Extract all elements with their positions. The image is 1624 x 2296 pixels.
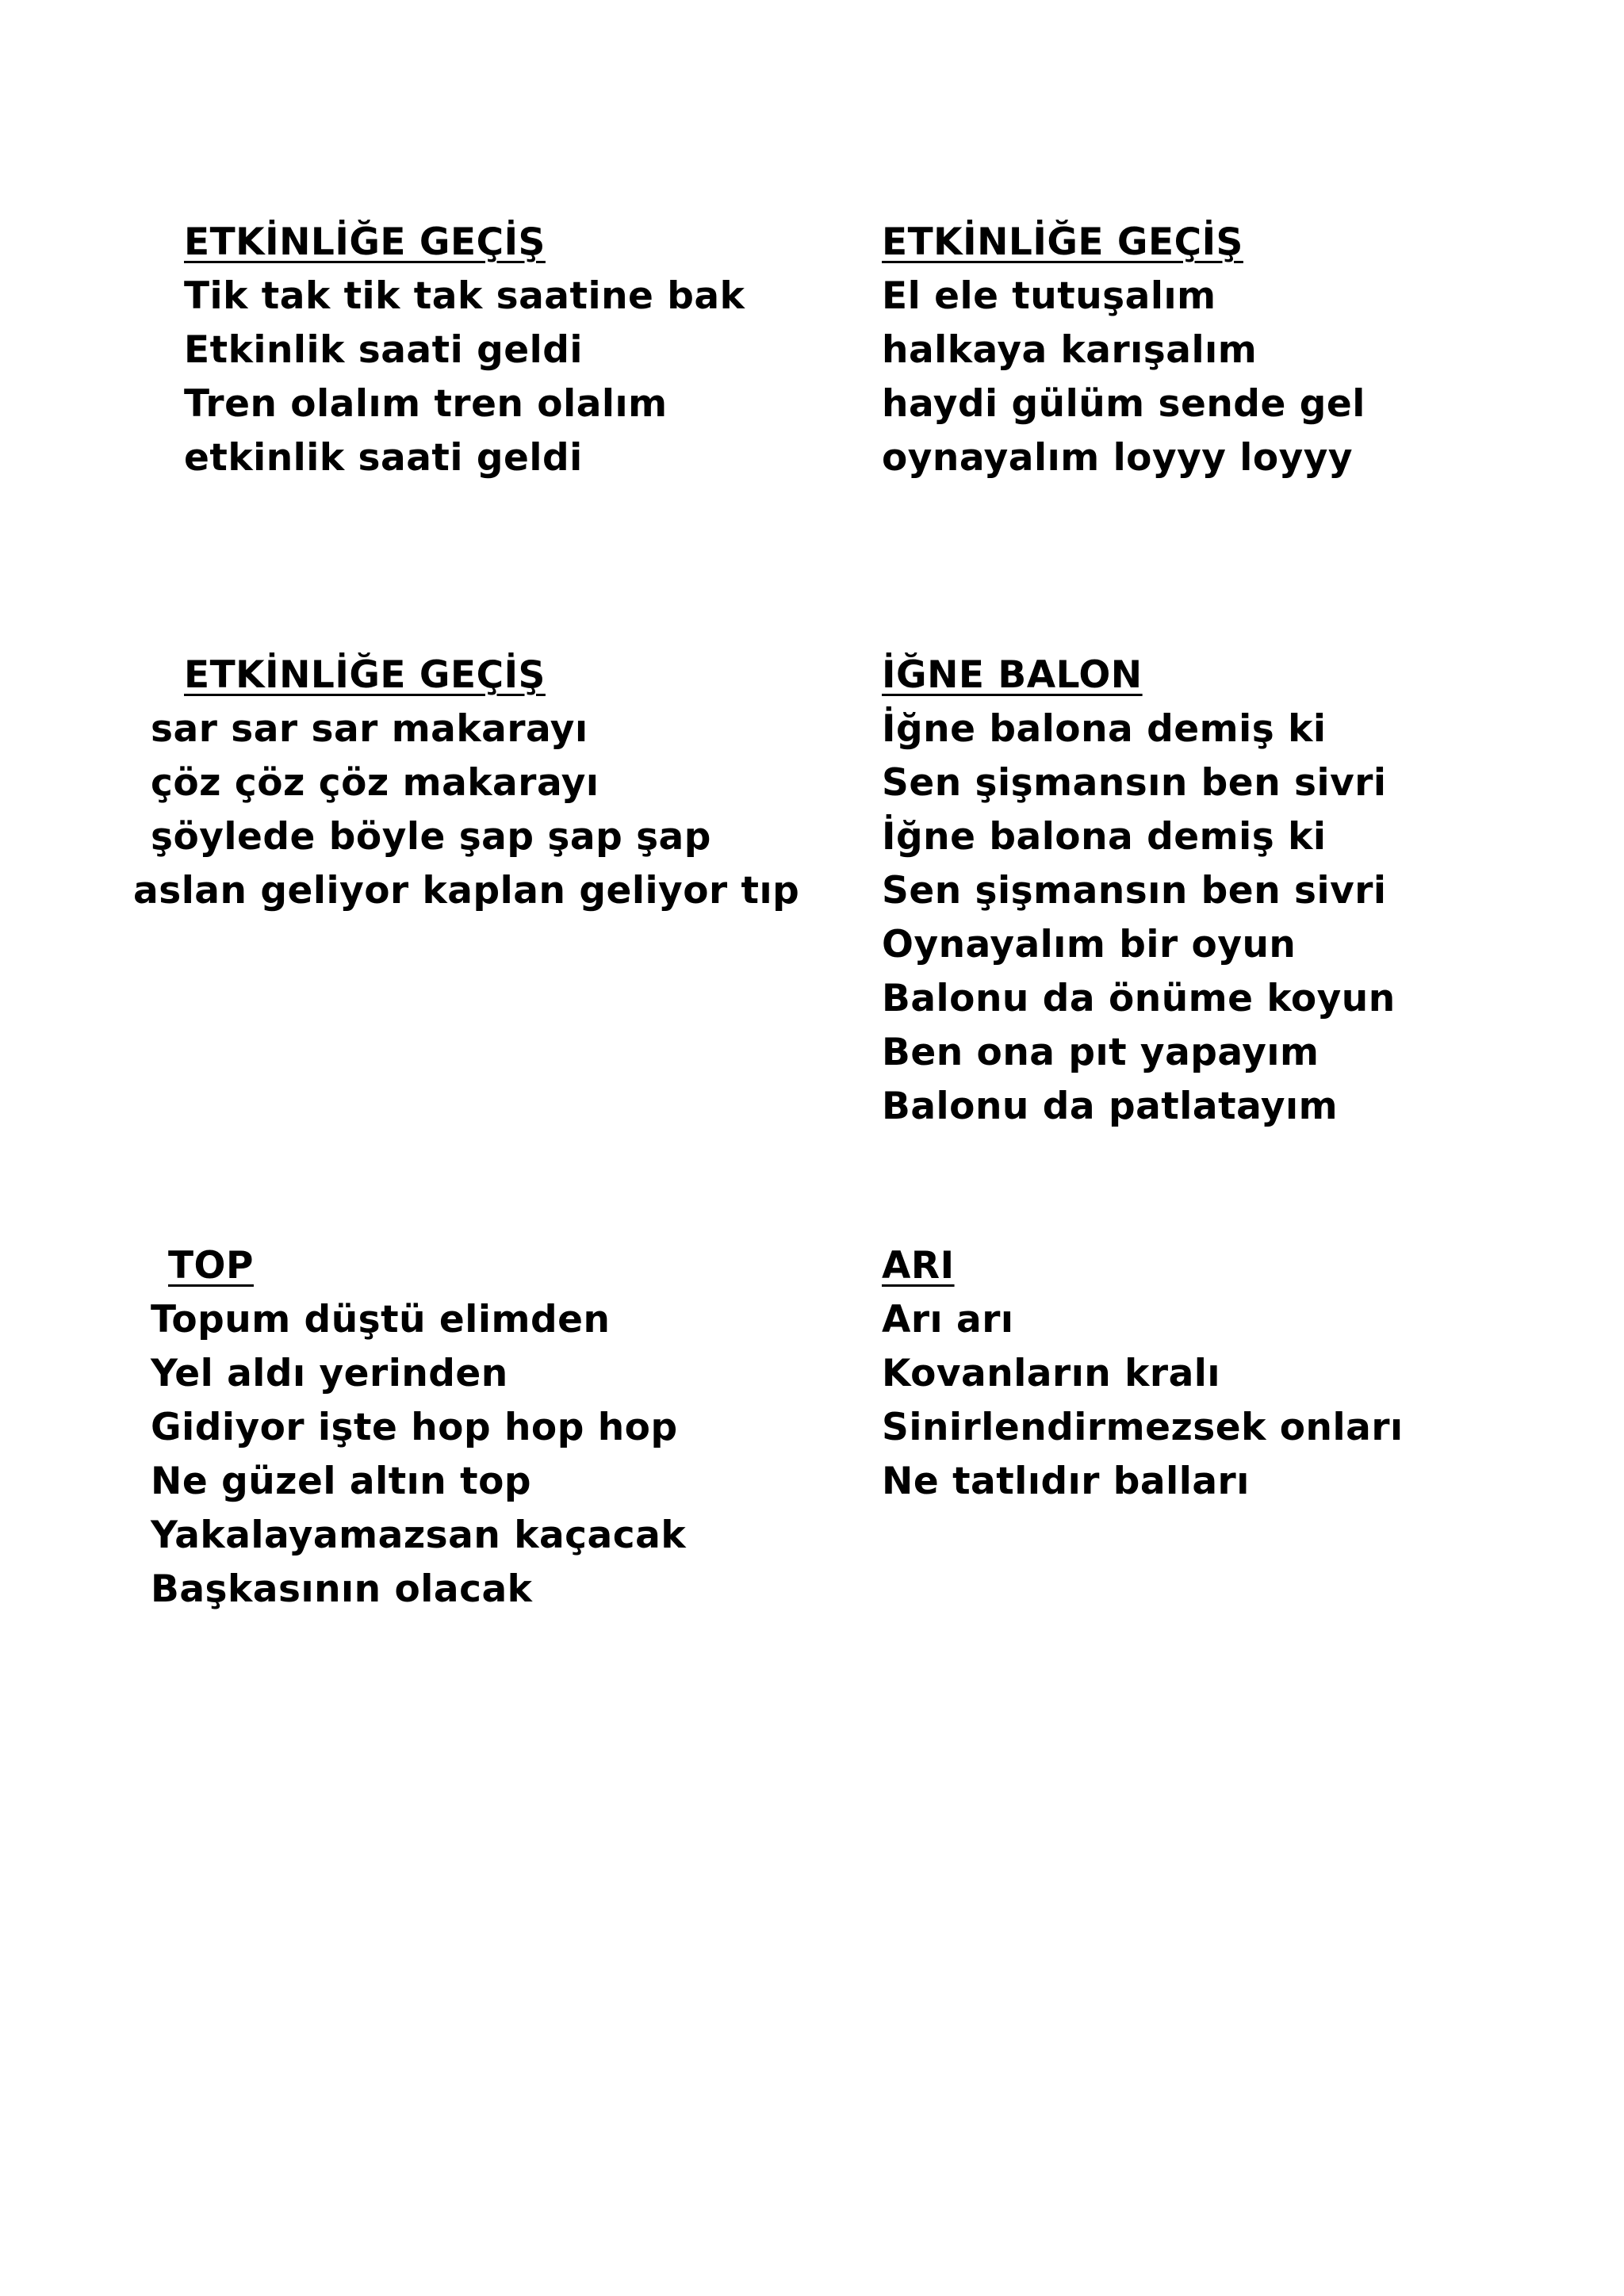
poem-line: Ne tatlıdır balları [882,1460,1250,1503]
poem-line: Oynayalım bir oyun [882,923,1297,966]
poem-line: Yakalayamazsan kaçacak [151,1513,687,1557]
poem-line: oynayalım loyyy loyyy [882,436,1354,480]
poem-line: haydi gülüm sende gel [882,382,1365,426]
poem-line: Ne güzel altın top [151,1460,532,1503]
poem-line: İğne balona demiş ki [882,707,1327,751]
poem-etkinlige-gecis-2 [882,216,1365,485]
poem-title: İĞNE BALON [882,653,1143,697]
poem-top [0,1239,793,1617]
poem-line: Sen şişmansın ben sivri [882,869,1387,913]
poem-line: Etkinlik saati geldi [184,328,583,372]
poem-title: TOP [168,1244,254,1288]
poem-title: ETKİNLİĞE GEÇİŞ [184,220,546,264]
poem-line: Balonu da patlatayım [882,1085,1339,1128]
poem-line: sar sar sar makarayı [151,707,588,751]
poem-ari [882,1239,1404,1509]
poem-line: şöylede böyle şap şap şap [151,815,711,859]
poem-igne-balon [882,649,1396,1134]
poem-line: Tren olalım tren olalım [184,382,668,426]
poem-line: Ben ona pıt yapayım [882,1031,1320,1074]
poem-line: Balonu da önüme koyun [882,977,1396,1020]
poem-etkinlige-gecis-1 [184,216,745,485]
poem-line: Başkasının olacak [151,1567,533,1611]
poem-title: ARI [882,1244,955,1288]
poem-line: İğne balona demiş ki [882,815,1327,859]
poem-line: El ele tutuşalım [882,274,1216,318]
poem-title: ETKİNLİĞE GEÇİŞ [184,653,546,697]
poem-line: Gidiyor işte hop hop hop [151,1406,678,1449]
poem-line: etkinlik saati geldi [184,436,583,480]
poem-etkinlige-gecis-3 [0,649,800,918]
poem-line: Arı arı [882,1298,1014,1341]
poem-line: Tik tak tik tak saatine bak [184,274,745,318]
poem-line: Kovanların kralı [882,1352,1221,1395]
poem-title: ETKİNLİĞE GEÇİŞ [882,220,1243,264]
poem-line: halkaya karışalım [882,328,1258,372]
poem-line: Sen şişmansın ben sivri [882,761,1387,805]
poem-line: Yel aldı yerinden [151,1352,508,1395]
poem-line: Sinirlendirmezsek onları [882,1406,1404,1449]
poem-line: çöz çöz çöz makarayı [151,761,599,805]
poem-line: Topum düştü elimden [151,1298,611,1341]
poem-line: aslan geliyor kaplan geliyor tıp [133,869,800,913]
